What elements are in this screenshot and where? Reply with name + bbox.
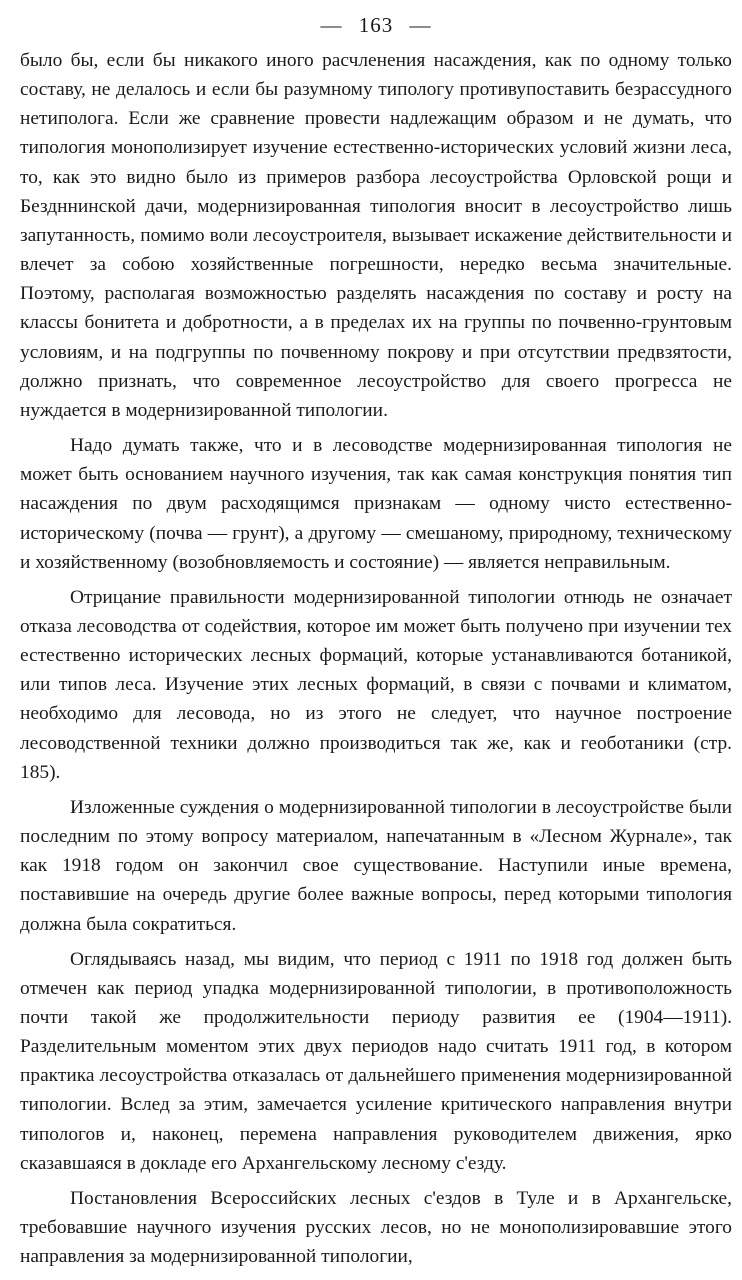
paragraph-5: Оглядываясь назад, мы видим, что период с 1911 по 1918 год должен быть отмечен как период упадка модернизированной типологии, в противоположность почти такой же продолжительности периоду развития ее (1904—1911). Разделительным моментом этих двух периодов надо считать 1911 год, в котором практика лесоустройства отказалась от дальнейшего применения модернизированной типологии. Вслед за этим, замечается усиление критического направления внутри типологов и, наконец, перемена направления руководителем движения, ярко сказавшаяся в докладе его Архангельскому лесному с'езду. — [20, 948, 732, 1174]
paragraph-2: Надо думать также, что и в лесоводстве модернизированная типология не может быть основанием научного изучения, так как самая конструкция понятия тип насаждения по двум расходящимся признакам — одному чисто естественно-историческому (почва — грунт), а другому — смешаному, природному, техническому и хозяйственному (возобновляемость и состояние) — является неправильным. — [20, 435, 732, 573]
paragraph-4: Изложенные суждения о модернизированной типологии в лесоустройстве были последним по этому вопросу материалом, напечатанным в «Лесном Журнале», так как 1918 годом он закончил свое существование. Наступили иные времена, поставившие на очередь другие более важные вопросы, перед которыми типология должна была сократиться. — [20, 796, 732, 935]
header-dash-right: — — [409, 13, 432, 37]
paragraph-6: Постановления Всероссийских лесных с'ездов в Туле и в Архангельске, требовавшие научного изучения русских лесов, но не монополизировавшие этого направления за модернизированной типологии, — [20, 1187, 732, 1268]
paragraph-3: Отрицание правильности модернизированной типологии отнюдь не означает отказа лесоводства от содействия, которое им может быть получено при изучении тех естественно исторических лесных формаций, которые устанавливаются ботаникой, или типов леса. Изучение этих лесных формаций, в связи с почвами и климатом, необходимо для лесовода, но из этого не следует, что научное построение лесоводственной техники должно производиться так же, как и геоботаники (стр. 185). — [20, 586, 732, 783]
paragraph-1: было бы, если бы никакого иного расчленения насаждения, как по одному только составу, не делалось и если бы разумному типологу противупоставить безрассудного нетиполога. Если же сравнение провести надлежащим образом и не думать, что типология монополизирует изучение естественно-исторических условий жизни леса, то, как это видно было из примеров разбора лесоустройства Орловской рощи и Бездннинской дачи, модернизированная типология вносит в лесоустройство лишь запутанность, помимо воли лесоустроителя, вызывает искажение действительности и влечет за собою хозяйственные погрешности, нередко весьма значительные. Поэтому, располагая возможностью разделять насаждения по составу и росту на классы бонитета и добротности, а в пределах их на группы по почвенно-грунтовым условиям, и на подгруппы по почвенному покрову и при отсутствии предвзятости, должно признать, что современное лесоустройство для своего прогресса не нуждается в модернизированной типологии. — [20, 50, 732, 421]
page-header — [20, 8, 732, 46]
page-body — [20, 46, 732, 1271]
page-number: 163 — [358, 13, 394, 37]
header-dash-left: — — [320, 13, 343, 37]
